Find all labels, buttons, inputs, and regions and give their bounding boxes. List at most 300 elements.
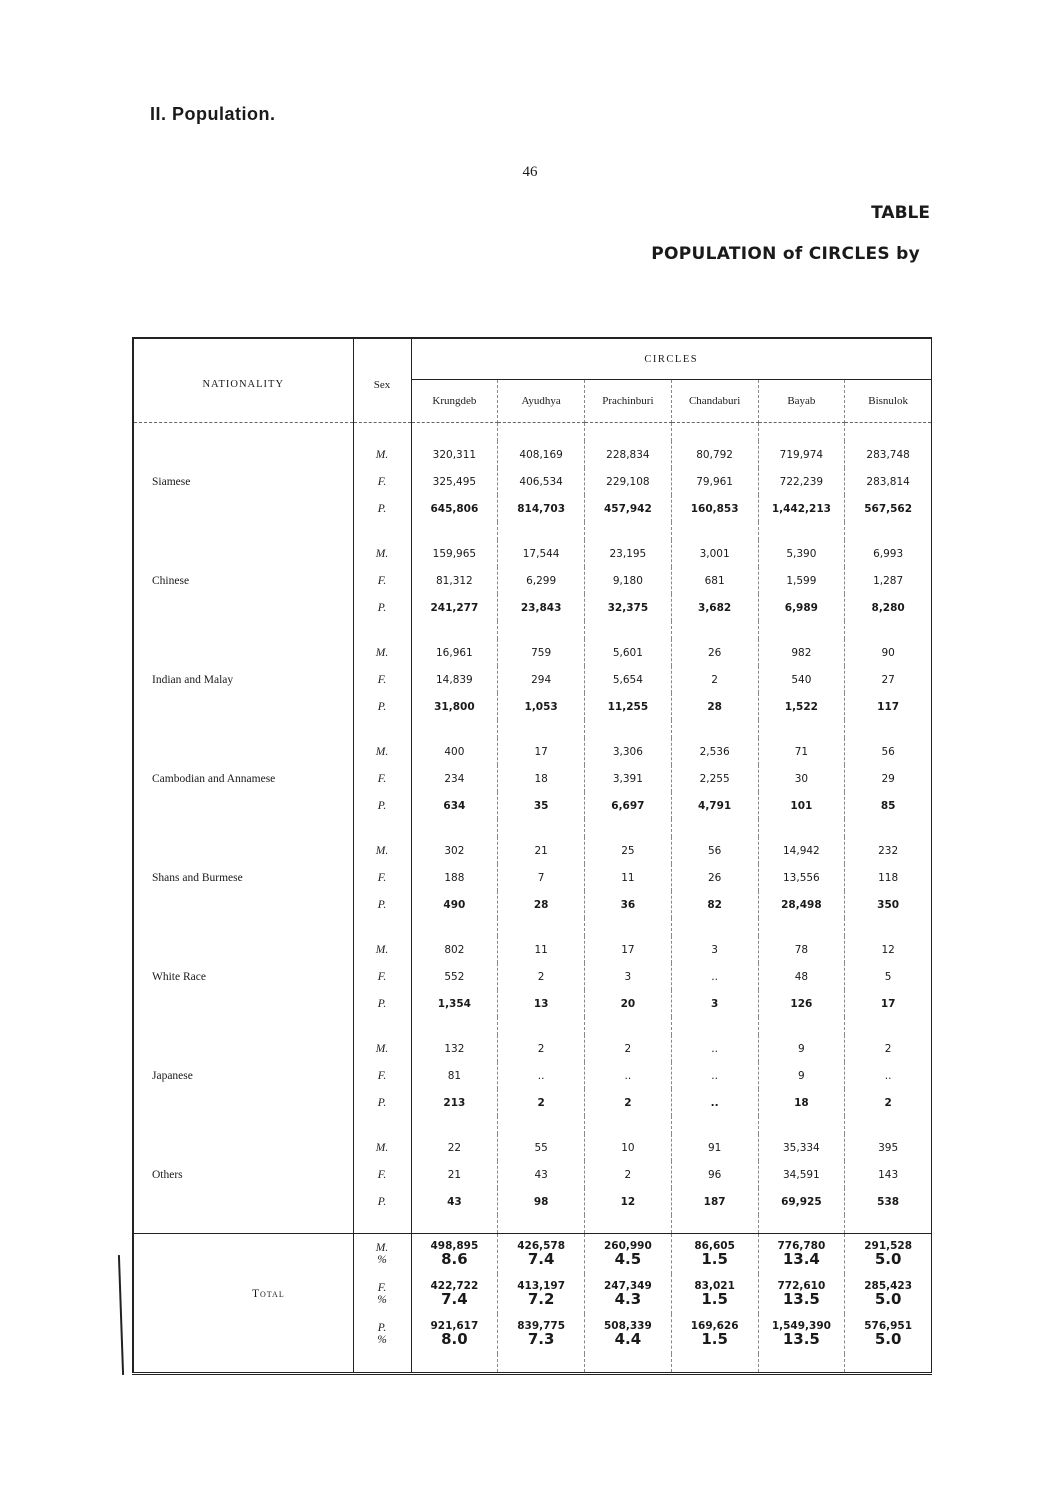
spacer-cell [585, 522, 672, 540]
total-value-cell [498, 1234, 585, 1275]
total-sex-cell [353, 1314, 411, 1354]
sex-cell: P. [353, 792, 411, 819]
spacer-cell [845, 423, 932, 442]
value-cell: 13,556 [758, 864, 845, 891]
table-row [133, 1035, 932, 1062]
total-value: 285,423 [864, 1280, 913, 1292]
nationality-label: Japanese [152, 1069, 193, 1082]
value-cell: 982 [758, 639, 845, 666]
nationality-label: White Race [152, 970, 206, 983]
total-percent: 13.5 [782, 1330, 820, 1348]
spacer-row [133, 1354, 932, 1374]
spacer-cell [411, 819, 498, 837]
value-cell: 2 [884, 1042, 892, 1055]
sex-cell: M. [353, 837, 411, 864]
value-cell: 81,312 [411, 567, 498, 594]
spacer-cell [353, 1017, 411, 1035]
value-cell: 117 [877, 700, 900, 713]
value-cell: 5,390 [758, 540, 845, 567]
total-percent: 1.5 [701, 1290, 728, 1308]
total-value: 426,578 [517, 1240, 566, 1252]
spacer-cell [758, 621, 845, 639]
spacer-cell [353, 819, 411, 837]
spacer-cell [845, 1017, 932, 1035]
nationality-cell [133, 1035, 353, 1116]
value-cell: 232 [878, 844, 899, 857]
value-cell: 3 [585, 963, 672, 990]
value-cell: 9 [758, 1035, 845, 1062]
value-cell: 27 [881, 673, 895, 686]
spacer-cell [353, 621, 411, 639]
total-value: 260,990 [603, 1240, 652, 1252]
spacer-cell [758, 1017, 845, 1035]
table-row [133, 441, 932, 468]
total-value: 1,549,390 [771, 1320, 831, 1332]
sex-cell: M. [353, 639, 411, 666]
total-value-cell [758, 1274, 845, 1314]
total-percent: 5.0 [874, 1250, 902, 1268]
population-table-container [132, 337, 932, 1361]
table-row [133, 936, 932, 963]
spacer-cell [411, 1017, 498, 1035]
sex-cell: F. [353, 468, 411, 495]
value-cell: 1,522 [758, 693, 845, 720]
table-body [133, 423, 932, 1374]
value-cell: 1,354 [411, 990, 498, 1017]
spacer-cell [353, 423, 411, 442]
value-cell: 35,334 [758, 1134, 845, 1161]
total-value: 772,610 [777, 1280, 826, 1292]
sex-header: Sex [353, 338, 411, 423]
value-cell: 1,287 [873, 574, 904, 587]
value-cell: 17,544 [498, 540, 585, 567]
value-cell: 2,255 [671, 765, 758, 792]
nationality-cell [133, 540, 353, 621]
nationality-cell [133, 1134, 353, 1215]
total-percent: 8.6 [441, 1250, 468, 1268]
value-cell: 35 [498, 792, 585, 819]
nationality-label: Chinese [152, 574, 190, 587]
total-value-cell [845, 1274, 932, 1314]
total-value-cell [585, 1274, 672, 1314]
spacer-cell [498, 1215, 585, 1234]
value-cell: 96 [671, 1161, 758, 1188]
column-header: Chandaburi [671, 380, 758, 423]
value-cell: 79,961 [671, 468, 758, 495]
spacer-row [133, 1215, 932, 1234]
spacer-cell [585, 1354, 672, 1374]
spacer-cell [671, 1354, 758, 1374]
value-cell: 143 [878, 1168, 899, 1181]
value-cell: 28 [671, 693, 758, 720]
spacer-cell [133, 819, 353, 837]
sex-cell: F. [353, 666, 411, 693]
value-cell: 29 [881, 772, 895, 785]
value-cell: 8,280 [871, 601, 905, 614]
value-cell: 2 [498, 963, 585, 990]
value-cell: 25 [585, 837, 672, 864]
table-title: POPULATION of CIRCLES by [651, 244, 920, 264]
spacer-row [133, 819, 932, 837]
value-cell: 21 [498, 837, 585, 864]
value-cell: .. [498, 1062, 585, 1089]
value-cell: .. [671, 1089, 758, 1116]
spacer-cell [411, 1354, 498, 1374]
total-percent: 13.4 [782, 1250, 820, 1268]
spacer-cell [498, 1116, 585, 1134]
total-percent: 8.0 [441, 1330, 468, 1348]
spacer-cell [498, 621, 585, 639]
total-value: 86,605 [694, 1240, 735, 1252]
value-cell: 3 [671, 990, 758, 1017]
table-label: TABLE [871, 203, 930, 223]
value-cell: 320,311 [411, 441, 498, 468]
spacer-cell [671, 918, 758, 936]
sex-cell: M. [353, 738, 411, 765]
value-cell: 9 [758, 1062, 845, 1089]
value-cell: 1,599 [758, 567, 845, 594]
total-value: 413,197 [517, 1280, 566, 1292]
value-cell: 283,814 [866, 475, 910, 488]
value-cell: 814,703 [498, 495, 585, 522]
population-table [132, 337, 932, 1375]
value-cell: 30 [758, 765, 845, 792]
spacer-cell [133, 423, 353, 442]
value-cell: 302 [411, 837, 498, 864]
total-value: 247,349 [603, 1280, 652, 1292]
sex-cell: F. [353, 567, 411, 594]
spacer-cell [585, 621, 672, 639]
value-cell: 188 [411, 864, 498, 891]
spacer-cell [671, 522, 758, 540]
value-cell: 31,800 [411, 693, 498, 720]
value-cell: 1,442,213 [758, 495, 845, 522]
value-cell: 6,299 [498, 567, 585, 594]
spacer-cell [498, 819, 585, 837]
spacer-cell [758, 1354, 845, 1374]
spacer-cell [845, 819, 932, 837]
total-value-cell [411, 1234, 498, 1275]
value-cell: 3,001 [671, 540, 758, 567]
value-cell: 13 [498, 990, 585, 1017]
spacer-cell [758, 1215, 845, 1234]
spacer-cell [585, 1215, 672, 1234]
sex-cell: P. [353, 693, 411, 720]
nationality-cell [133, 639, 353, 720]
total-percent: 13.5 [782, 1290, 820, 1308]
total-value: 508,339 [603, 1320, 652, 1332]
sex-cell: F. [353, 1161, 411, 1188]
value-cell: 55 [498, 1134, 585, 1161]
value-cell: 132 [411, 1035, 498, 1062]
value-cell: 82 [671, 891, 758, 918]
total-value-cell [671, 1234, 758, 1275]
spacer-cell [133, 1354, 353, 1374]
value-cell: 78 [758, 936, 845, 963]
value-cell: 85 [880, 799, 896, 812]
value-cell: 490 [411, 891, 498, 918]
total-label-cell [133, 1234, 353, 1355]
value-cell: 395 [878, 1141, 899, 1154]
value-cell: 325,495 [411, 468, 498, 495]
value-cell: 1,053 [498, 693, 585, 720]
value-cell: 118 [878, 871, 899, 884]
spacer-cell [498, 720, 585, 738]
value-cell: 294 [498, 666, 585, 693]
total-value: 839,775 [517, 1320, 566, 1332]
total-value-cell [845, 1314, 932, 1354]
spacer-cell [585, 819, 672, 837]
sex-cell: F. [353, 963, 411, 990]
total-percent: 5.0 [874, 1290, 902, 1308]
value-cell: 722,239 [758, 468, 845, 495]
value-cell: 9,180 [585, 567, 672, 594]
value-cell: 6,989 [758, 594, 845, 621]
spacer-cell [411, 1215, 498, 1234]
value-cell: 350 [877, 898, 900, 911]
spacer-cell [133, 522, 353, 540]
sex-cell: M. [353, 1035, 411, 1062]
table-row [133, 540, 932, 567]
total-value: 498,895 [430, 1240, 479, 1252]
sex-cell: P. [353, 1089, 411, 1116]
spacer-cell [353, 522, 411, 540]
value-cell: 567,562 [864, 502, 913, 515]
sex-label: M. [375, 1242, 389, 1254]
total-value-cell [671, 1274, 758, 1314]
spacer-row [133, 720, 932, 738]
value-cell: 26 [671, 864, 758, 891]
value-cell: 34,591 [758, 1161, 845, 1188]
value-cell: 759 [498, 639, 585, 666]
sex-cell: M. [353, 1134, 411, 1161]
spacer-cell [671, 819, 758, 837]
total-value-cell [758, 1314, 845, 1354]
spacer-cell [498, 1354, 585, 1374]
value-cell: 6,697 [585, 792, 672, 819]
value-cell: 16,961 [411, 639, 498, 666]
spacer-cell [758, 423, 845, 442]
value-cell: 21 [411, 1161, 498, 1188]
spacer-row [133, 1116, 932, 1134]
spacer-cell [411, 720, 498, 738]
spacer-cell [498, 918, 585, 936]
value-cell: 159,965 [411, 540, 498, 567]
sex-cell: F. [353, 765, 411, 792]
total-value-cell [411, 1274, 498, 1314]
total-value-cell [845, 1234, 932, 1275]
value-cell: 7 [498, 864, 585, 891]
total-value-cell [585, 1234, 672, 1275]
value-cell: 11,255 [585, 693, 672, 720]
value-cell: 69,925 [758, 1188, 845, 1215]
spacer-cell [133, 1215, 353, 1234]
value-cell: 98 [498, 1188, 585, 1215]
spacer-cell [758, 918, 845, 936]
value-cell: 12 [585, 1188, 672, 1215]
total-percent: 5.0 [874, 1330, 902, 1348]
value-cell: 11 [585, 864, 672, 891]
spacer-cell [845, 1215, 932, 1234]
value-cell: 3,682 [671, 594, 758, 621]
spacer-cell [758, 1116, 845, 1134]
total-value: 576,951 [864, 1320, 913, 1332]
value-cell: 540 [758, 666, 845, 693]
value-cell: 400 [411, 738, 498, 765]
value-cell: 2 [671, 666, 758, 693]
nationality-header: NATIONALITY [133, 338, 353, 423]
value-cell: 645,806 [411, 495, 498, 522]
total-row [133, 1234, 932, 1275]
table-row [133, 1134, 932, 1161]
total-value-cell [671, 1314, 758, 1354]
spacer-cell [845, 720, 932, 738]
spacer-cell [671, 1017, 758, 1035]
column-header: Bayab [758, 380, 845, 423]
value-cell: 2 [585, 1161, 672, 1188]
sex-cell: P. [353, 990, 411, 1017]
spacer-cell [411, 621, 498, 639]
total-value-cell [411, 1314, 498, 1354]
value-cell: 28,498 [758, 891, 845, 918]
value-cell: 17 [585, 936, 672, 963]
percent-label: % [377, 1294, 387, 1306]
value-cell: 2 [498, 1035, 585, 1062]
value-cell: 56 [881, 745, 895, 758]
spacer-cell [133, 720, 353, 738]
margin-rule [118, 1255, 124, 1375]
value-cell: 2 [585, 1089, 672, 1116]
nationality-label: Others [152, 1168, 183, 1181]
value-cell: 17 [498, 738, 585, 765]
sex-cell: F. [353, 1062, 411, 1089]
value-cell: 20 [585, 990, 672, 1017]
value-cell: 18 [498, 765, 585, 792]
spacer-cell [498, 423, 585, 442]
spacer-cell [845, 621, 932, 639]
value-cell: 36 [585, 891, 672, 918]
value-cell: 71 [758, 738, 845, 765]
value-cell: 101 [758, 792, 845, 819]
value-cell: 802 [411, 936, 498, 963]
value-cell: 32,375 [585, 594, 672, 621]
nationality-cell [133, 837, 353, 918]
value-cell: 5,601 [585, 639, 672, 666]
column-header: Ayudhya [498, 380, 585, 423]
spacer-cell [411, 522, 498, 540]
spacer-cell [758, 522, 845, 540]
spacer-cell [585, 1017, 672, 1035]
sex-label: F. [377, 1282, 387, 1294]
value-cell: 283,748 [866, 448, 910, 461]
value-cell: 126 [758, 990, 845, 1017]
spacer-cell [353, 1215, 411, 1234]
spacer-cell [671, 423, 758, 442]
section-heading: II. Population. [150, 104, 276, 124]
total-percent: 7.3 [527, 1330, 555, 1348]
value-cell: 457,942 [585, 495, 672, 522]
spacer-cell [585, 720, 672, 738]
value-cell: 18 [758, 1089, 845, 1116]
total-percent: 1.5 [701, 1250, 728, 1268]
value-cell: 234 [411, 765, 498, 792]
total-sex-cell [353, 1274, 411, 1314]
value-cell: 14,942 [758, 837, 845, 864]
value-cell: 538 [877, 1195, 900, 1208]
value-cell: 28 [498, 891, 585, 918]
value-cell: 160,853 [671, 495, 758, 522]
value-cell: 681 [671, 567, 758, 594]
total-value: 83,021 [694, 1280, 735, 1292]
spacer-cell [671, 720, 758, 738]
value-cell: 5,654 [585, 666, 672, 693]
spacer-cell [845, 1116, 932, 1134]
total-value: 169,626 [690, 1320, 739, 1332]
spacer-cell [671, 621, 758, 639]
sex-cell: P. [353, 594, 411, 621]
sex-cell: P. [353, 891, 411, 918]
value-cell: 81 [411, 1062, 498, 1089]
value-cell: 5 [884, 970, 892, 983]
value-cell: 187 [671, 1188, 758, 1215]
circles-header: CIRCLES [411, 338, 932, 380]
value-cell: 12 [881, 943, 895, 956]
total-label: Total [252, 1288, 285, 1300]
value-cell: 2 [884, 1096, 892, 1109]
total-percent: 4.4 [614, 1330, 642, 1348]
spacer-cell [498, 1017, 585, 1035]
total-value-cell [498, 1274, 585, 1314]
value-cell: 14,839 [411, 666, 498, 693]
value-cell: 552 [411, 963, 498, 990]
table-row [133, 837, 932, 864]
spacer-cell [411, 918, 498, 936]
table-row [133, 738, 932, 765]
percent-label: % [377, 1254, 387, 1266]
value-cell: .. [884, 1069, 892, 1082]
value-cell: 719,974 [758, 441, 845, 468]
value-cell: 17 [880, 997, 896, 1010]
spacer-cell [585, 1116, 672, 1134]
total-percent: 1.5 [701, 1330, 728, 1348]
total-value: 291,528 [864, 1240, 913, 1252]
nationality-cell [133, 738, 353, 819]
value-cell: 229,108 [585, 468, 672, 495]
spacer-row [133, 1017, 932, 1035]
page-number: 46 [522, 164, 538, 180]
value-cell: 90 [881, 646, 895, 659]
spacer-cell [353, 918, 411, 936]
value-cell: .. [671, 1062, 758, 1089]
value-cell: 3,306 [585, 738, 672, 765]
value-cell: 241,277 [411, 594, 498, 621]
nationality-label: Indian and Malay [152, 673, 234, 686]
nationality-cell [133, 441, 353, 522]
value-cell: 26 [671, 639, 758, 666]
column-header: Prachinburi [585, 380, 672, 423]
total-value: 422,722 [430, 1280, 479, 1292]
spacer-row [133, 423, 932, 442]
sex-cell: M. [353, 936, 411, 963]
value-cell: 22 [411, 1134, 498, 1161]
value-cell: 2 [585, 1035, 672, 1062]
value-cell: 10 [585, 1134, 672, 1161]
spacer-row [133, 918, 932, 936]
spacer-cell [353, 1354, 411, 1374]
value-cell: 48 [758, 963, 845, 990]
sex-cell: M. [353, 441, 411, 468]
percent-label: % [377, 1334, 387, 1346]
